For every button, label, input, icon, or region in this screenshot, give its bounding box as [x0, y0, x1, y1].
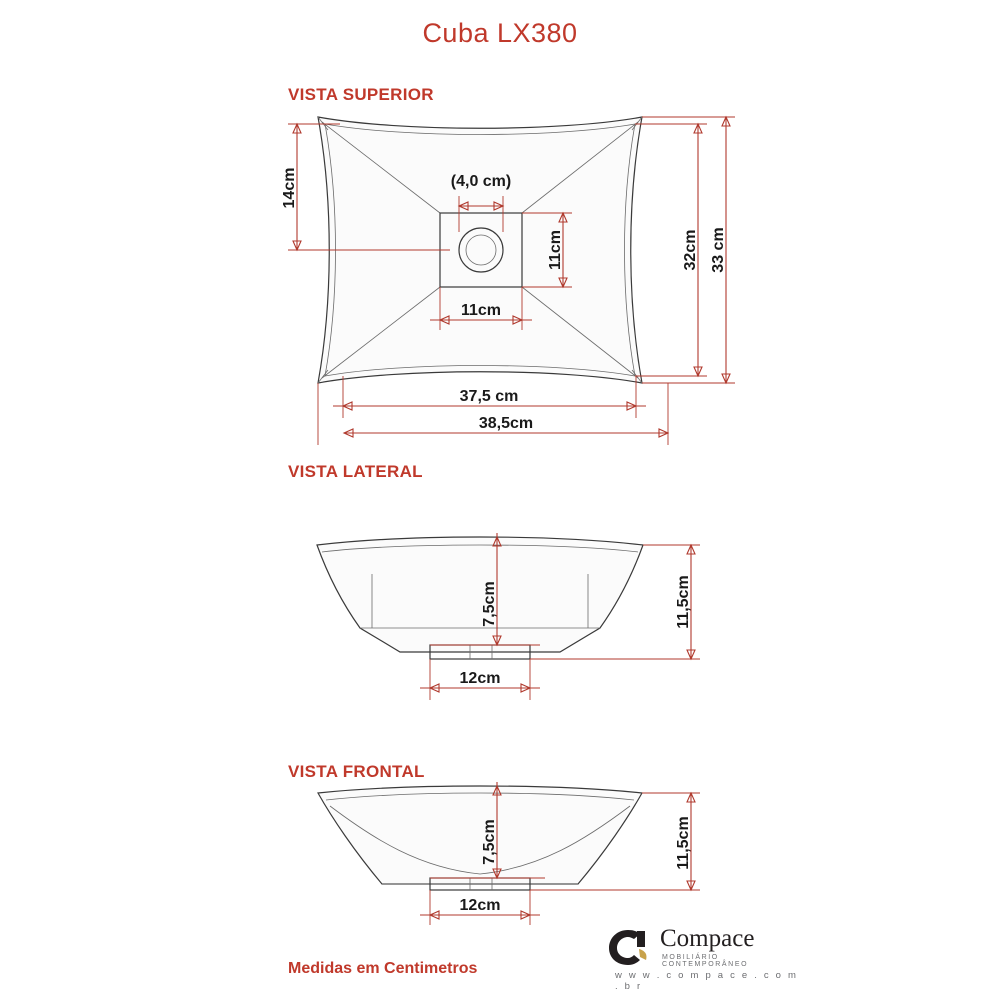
dim-top-height-outer-2: 33 cm	[710, 227, 727, 273]
dim-top-plate-vertical: 11cm	[547, 229, 564, 271]
brand-tagline: MOBILIÁRIO CONTEMPORÂNEO	[662, 954, 749, 968]
dim-top-height-outer-1: 32cm	[682, 229, 699, 271]
view-label-top: VISTA SUPERIOR	[288, 85, 434, 104]
view-label-front: VISTA FRONTAL	[288, 762, 425, 781]
footnote-units: Medidas em Centimetros	[288, 960, 478, 977]
front-view-object	[318, 786, 642, 890]
page-title: Cuba LX380	[422, 18, 578, 48]
dim-front-depth: 7,5cm	[481, 819, 498, 865]
dim-side-depth: 7,5cm	[481, 581, 498, 627]
brand-logo	[600, 925, 800, 992]
brand-name: Compace	[660, 925, 755, 952]
dim-top-height-inner: 14cm	[281, 167, 298, 209]
dim-top-width-inner: 37,5 cm	[459, 388, 519, 405]
dim-side-total-height: 11,5cm	[675, 575, 692, 629]
dim-top-width-outer: 38,5cm	[478, 415, 534, 432]
brand-url: w w w . c o m p a c e . c o m . b r	[615, 970, 799, 992]
view-label-side: VISTA LATERAL	[288, 462, 423, 481]
dim-top-plate-horizontal: 11cm	[460, 302, 502, 319]
dim-side-base-width: 12cm	[459, 670, 501, 687]
dim-front-base-width: 12cm	[459, 897, 501, 914]
side-view-object	[317, 537, 643, 659]
compace-logo-icon	[606, 927, 650, 967]
dim-front-total-height: 11,5cm	[675, 816, 692, 870]
dim-top-drain-outer: (4,0 cm)	[450, 173, 512, 190]
